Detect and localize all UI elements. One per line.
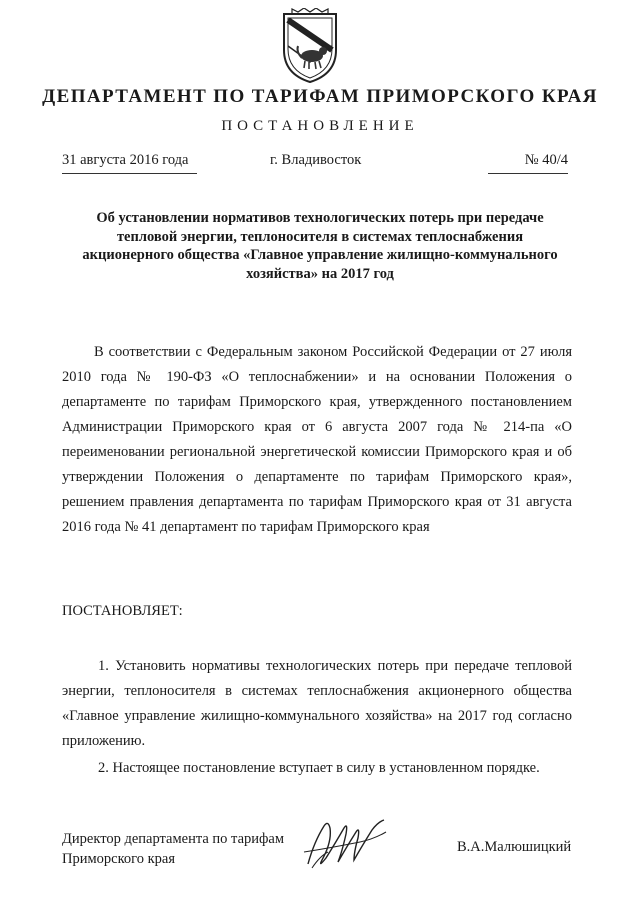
signer-position-line-2: Приморского края xyxy=(62,851,176,867)
document-date: 31 августа 2016 года xyxy=(62,152,197,174)
document-number: № 40/4 xyxy=(488,152,568,174)
document-type: ПОСТАНОВЛЕНИЕ xyxy=(221,118,419,134)
document-subject: Об установлении нормативов технологических потерь при передаче тепловой энергии, теплоносителя в системах теплоснабжения акционерного общества «Главное управление жилищно-коммунального хозяйства» на 2017 год xyxy=(82,210,558,282)
document-city: г. Владивосток xyxy=(270,152,362,168)
signer-position xyxy=(62,829,284,869)
department-title: ДЕПАРТАМЕНТ ПО ТАРИФАМ ПРИМОРСКОГО КРАЯ xyxy=(42,86,598,107)
signer-name: В.А.Малюшицкий xyxy=(457,839,572,855)
decree-item-2: 2. Настоящее постановление вступает в силу в установленном порядке. xyxy=(98,760,540,776)
coat-of-arms-emblem xyxy=(278,8,342,84)
handwritten-signature xyxy=(300,812,390,874)
signer-position-line-1: Директор департамента по тарифам xyxy=(62,831,285,847)
preamble-paragraph: В соответствии с Федеральным законом Российской Федерации от 27 июля 2010 года № 190-ФЗ «О теплоснабжении» и на основании Положения о департаменте по тарифам Приморского края, утвержденного постановлением Администрации Приморского края от 6 августа 2007 года № 214-па «О переименовании региональной энергетической комиссии Приморского края и об утверждении Положения о департаменте по тарифам Приморского края», решением правления департамента по тарифам Приморского края от 31 августа 2016 года № 41 департамент по тарифам Приморского края xyxy=(62,344,572,535)
decree-item-1: 1. Установить нормативы технологических потерь при передаче тепловой энергии, теплоносителя в системах теплоснабжения акционерного общества «Главное управление жилищно-коммунального хозяйства» на 2017 год согласно приложению. xyxy=(62,658,572,749)
decree-heading: ПОСТАНОВЛЯЕТ: xyxy=(62,603,183,619)
